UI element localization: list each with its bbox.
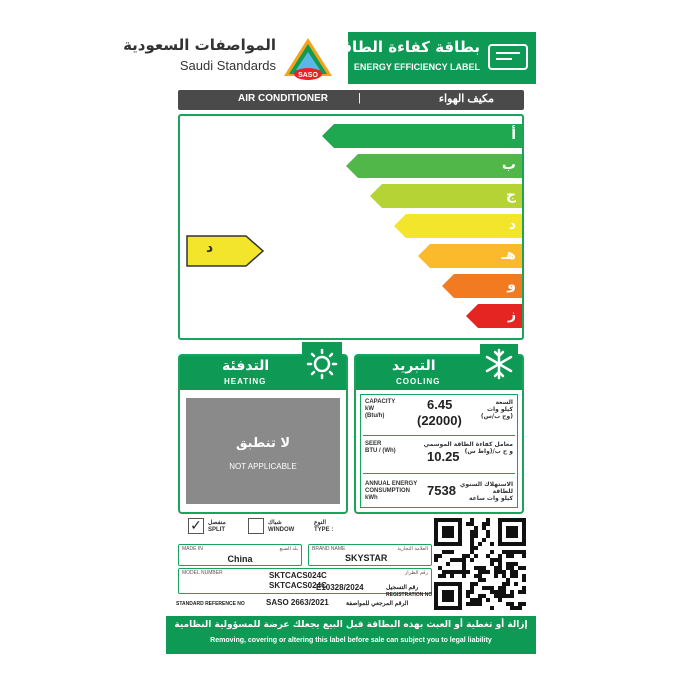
rating-bar-letter: هـ bbox=[501, 247, 516, 263]
cooling-title-en: COOLING bbox=[396, 377, 441, 386]
product-type-en: AIR CONDITIONER bbox=[238, 93, 328, 104]
rating-bar-letter: ب bbox=[501, 157, 516, 173]
heating-title-en: HEATING bbox=[224, 377, 267, 386]
annual-label-ar-3: كيلو وات ساعة bbox=[468, 495, 513, 502]
rating-bar-2 bbox=[346, 154, 522, 178]
annual-label-ar-2: للطاقة bbox=[492, 488, 513, 495]
efficiency-rating-panel bbox=[178, 114, 524, 340]
seer-row bbox=[361, 439, 517, 475]
model-label-ar: رقم الطراز bbox=[404, 570, 428, 576]
capacity-label-en-3: (Btu/h) bbox=[365, 413, 385, 419]
standard-value: SASO 2663/2021 bbox=[266, 598, 329, 607]
split-label-en: SPLIT bbox=[208, 527, 226, 533]
rating-bar-1 bbox=[322, 124, 522, 148]
capacity-kw-value: 6.45 bbox=[427, 397, 453, 412]
current-grade-letter: د bbox=[206, 240, 214, 256]
model-value-2: SKTCACS024C bbox=[269, 581, 327, 590]
registration-label-ar: رقم التسجيل bbox=[386, 585, 419, 591]
capacity-label-ar-2: كيلو وات bbox=[486, 406, 513, 413]
seer-label-en-1: SEER bbox=[365, 441, 382, 447]
label-title-en: ENERGY EFFICIENCY LABEL bbox=[353, 62, 480, 72]
standard-label-ar: الرقم المرجعي للمواصفة bbox=[346, 601, 409, 607]
heating-panel bbox=[178, 354, 348, 514]
snowflake-icon bbox=[480, 344, 518, 382]
air-conditioner-icon bbox=[488, 44, 528, 70]
capacity-label-en-1: CAPACITY bbox=[365, 399, 396, 405]
standard-label-en: STANDARD REFERENCE NO bbox=[176, 601, 245, 607]
rating-bar-5 bbox=[418, 244, 522, 268]
brand-label-en: BRAND NAME bbox=[312, 546, 346, 552]
window-checkbox[interactable] bbox=[248, 518, 264, 534]
seer-value: 10.25 bbox=[427, 449, 460, 464]
window-label-ar: شباك bbox=[268, 520, 282, 526]
made-in-label-ar: بلد الصنع bbox=[279, 546, 298, 552]
annual-label-ar-1: الاستهلاك السنوي bbox=[459, 481, 513, 488]
seer-label-ar-1: معامل كفاءة الطاقة الموسمي bbox=[423, 441, 513, 448]
capacity-label-ar-1: السعة bbox=[495, 399, 513, 406]
window-label-en: WINDOW bbox=[268, 527, 295, 533]
sun-icon bbox=[302, 342, 342, 382]
cooling-title-ar: التبريد bbox=[392, 358, 436, 374]
rating-bar-letter: أ bbox=[511, 127, 516, 143]
capacity-label-en-2: kW bbox=[365, 406, 374, 412]
capacity-row bbox=[361, 397, 517, 437]
made-in-box bbox=[178, 544, 302, 566]
heating-not-applicable-box bbox=[186, 398, 340, 504]
made-in-value: China bbox=[227, 554, 253, 564]
legal-warning-en: Removing, covering or altering this label before sale can subject you to legal liability bbox=[210, 637, 492, 644]
capacity-label-ar-3: (وح ب/س) bbox=[480, 413, 513, 420]
label-title-ar: بطاقة كفاءة الطاقة bbox=[333, 38, 480, 56]
rating-bar-4 bbox=[394, 214, 522, 238]
energy-label bbox=[123, 28, 536, 658]
type-label-ar: النوع bbox=[314, 520, 326, 526]
product-type-ar: مكيف الهواء bbox=[438, 93, 494, 105]
legal-warning-footer bbox=[166, 616, 536, 654]
rating-bar-6 bbox=[442, 274, 522, 298]
saudi-standards-brand bbox=[123, 36, 276, 80]
seer-label-en-2: BTU / (Wh) bbox=[365, 448, 396, 454]
current-grade-pointer bbox=[186, 235, 264, 267]
cooling-panel bbox=[354, 354, 524, 514]
rating-bar-7 bbox=[466, 304, 522, 328]
annual-consumption-value: 7538 bbox=[427, 483, 456, 498]
product-type-separator: | bbox=[358, 92, 361, 104]
saso-logo-text: SASO bbox=[298, 72, 318, 79]
model-value-1: SKTCACS024C bbox=[269, 571, 327, 580]
label-title-banner bbox=[333, 32, 536, 84]
rating-bar-letter: د bbox=[508, 217, 516, 233]
annual-label-en-3: kWh bbox=[365, 495, 378, 501]
brand-label-ar: العلامة التجارية bbox=[397, 546, 428, 552]
brand-value: SKYSTAR bbox=[345, 553, 388, 563]
saso-logo-icon bbox=[282, 36, 334, 82]
type-label-en: TYPE : bbox=[314, 527, 334, 533]
split-label-ar: منفصل bbox=[208, 520, 226, 526]
cooling-values bbox=[360, 394, 518, 508]
rating-bar-letter: و bbox=[507, 277, 516, 293]
annual-label-en-2: CONSUMPTION bbox=[365, 488, 410, 494]
split-checkbox[interactable]: ✓ bbox=[188, 518, 204, 534]
rating-bar-letter: ج bbox=[505, 187, 516, 203]
registration-value: E10328/2024 bbox=[316, 583, 364, 592]
saudi-standards-ar: المواصفات السعودية bbox=[123, 36, 276, 54]
product-type-bar bbox=[178, 90, 524, 110]
qr-code-icon bbox=[434, 518, 526, 610]
rating-bar-letter: ز bbox=[507, 307, 516, 323]
annual-label-en-1: ANNUAL ENERGY bbox=[365, 481, 418, 487]
made-in-label-en: MADE IN bbox=[182, 546, 203, 552]
not-applicable-en: NOT APPLICABLE bbox=[229, 462, 297, 471]
saudi-standards-en: Saudi Standards bbox=[179, 58, 276, 73]
rating-bar-3 bbox=[370, 184, 522, 208]
capacity-btu-value: (22000) bbox=[417, 413, 462, 428]
annual-consumption-row bbox=[361, 477, 517, 511]
not-applicable-ar: لا تنطبق bbox=[235, 436, 291, 451]
brand-box bbox=[308, 544, 432, 566]
model-label-en: MODEL NUMBER bbox=[182, 570, 223, 576]
registration-label-en: REGISTRATION NO bbox=[386, 592, 433, 598]
legal-warning-ar: إزالة أو تغطية أو العبث بهذه البطاقة قبل البيع يجعلك عرضة للمسؤولية النظامية bbox=[174, 620, 528, 630]
heating-title-ar: التدفئة bbox=[222, 358, 270, 374]
seer-label-ar-2: و ح ب/(واط س) bbox=[464, 448, 513, 455]
